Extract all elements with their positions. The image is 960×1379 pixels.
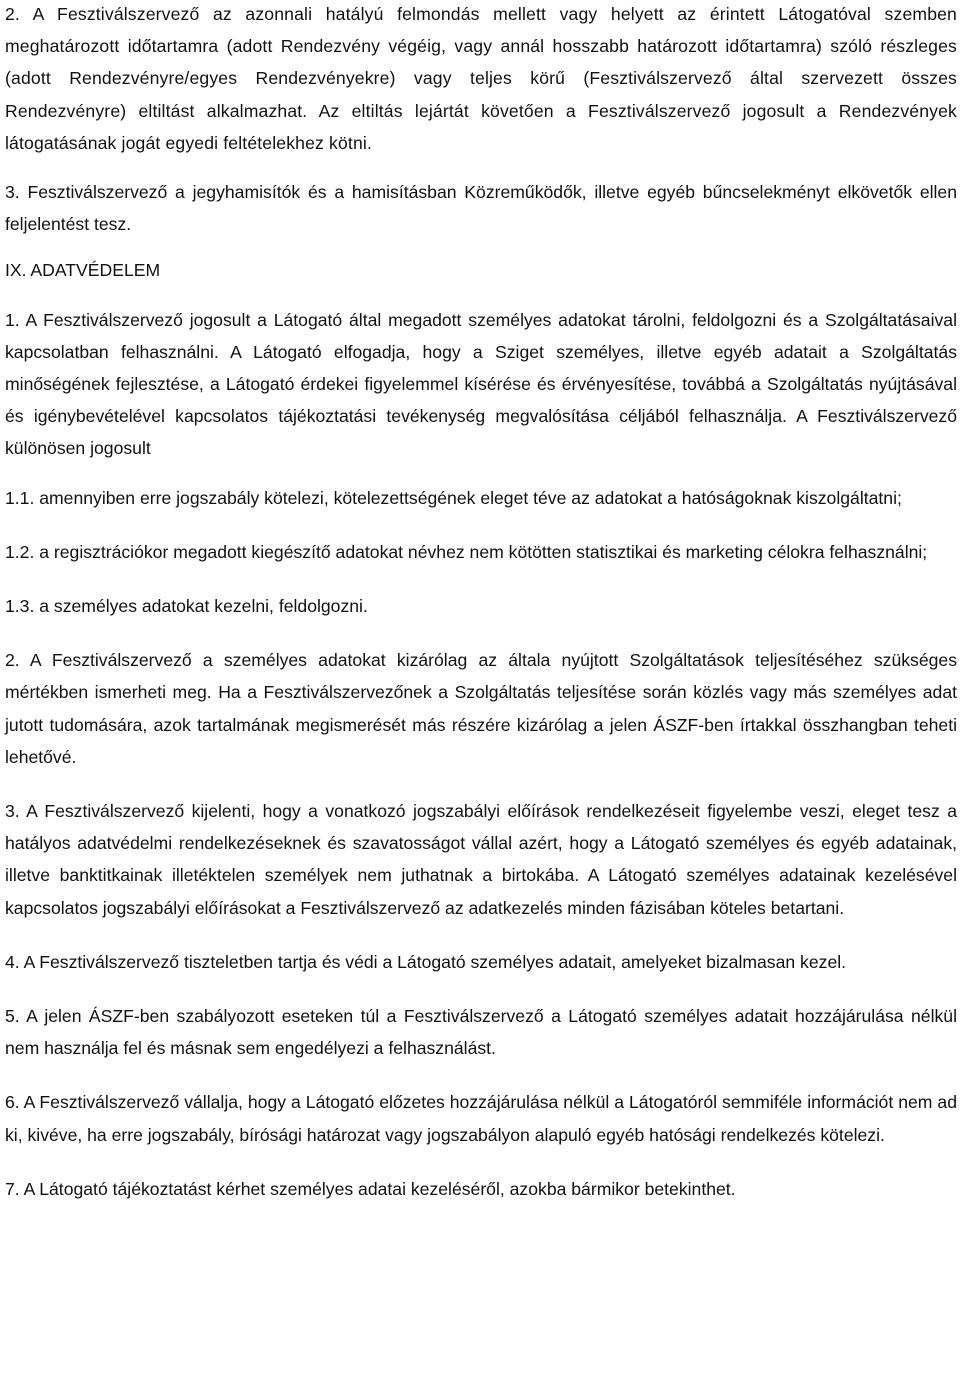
paragraph-no-other-use: 5. A jelen ÁSZF-ben szabályozott eseteken túl a Fesztiválszervező a Látogató személyes adatait hozzájárulása nélkül nem használja fel és másnak sem engedélyezi a felhasználást. xyxy=(5,1006,957,1059)
paragraph-data-processing-rights: 1. A Fesztiválszervező jogosult a Látogató által megadott személyes adatokat tárolni, feldolgozni és a Szolgáltatásaival kapcsolatban felhasználni. A Látogató elfogadja, hogy a Sziget személyes, illetve egyéb adatait a Szolgáltatás minőségének fejlesztése, a Látogató érdekei figyelemmel kísérése és érvényesítése, továbbá a Szolgáltatás nyújtásával és igénybevételével kapcsolatos tájékoztatási tevékenység megvalósítása céljából felhasználja. A Fesztiválszervező különösen jogosult xyxy=(5,309,957,459)
paragraph-knowledge-limits: 2. A Fesztiválszervező a személyes adatokat kizárólag az általa nyújtott Szolgáltatások teljesítéséhez szükséges mértékben ismerheti meg. Ha a Fesztiválszervezőnek a Szolgáltatás teljesítése során közlés vagy más személyes adat jutott tudomására, azok tartalmának megismerését más részére kizárólag a jelen ÁSZF-ben írtakkal összhangban teheti lehetővé. xyxy=(5,650,957,767)
paragraph-confidentiality: 4. A Fesztiválszervező tiszteletben tartja és védi a Látogató személyes adatait, amelyeket bizalmasan kezel. xyxy=(5,951,847,972)
paragraph-authority-disclosure: 1.1. amennyiben erre jogszabály kötelezi, kötelezettségének eleget téve az adatokat a hatóságoknak kiszolgáltatni; xyxy=(5,487,902,508)
paragraph-statistics-marketing: 1.2. a regisztrációkor megadott kiegészítő adatokat névhez nem kötötten statisztikai és marketing célokra felhasználni; xyxy=(5,541,928,562)
paragraph-information-request: 7. A Látogató tájékoztatást kérhet személyes adatai kezeléséről, azokba bármikor betekinthet. xyxy=(5,1178,736,1199)
paragraph-forgery-report: 3. Fesztiválszervező a jegyhamisítók és a hamisításban Közreműködők, illetve egyéb bűncselekményt elkövetők ellen feljelentést tesz. xyxy=(5,182,957,235)
paragraph-no-disclosure: 6. A Fesztiválszervező vállalja, hogy a Látogató előzetes hozzájárulása nélkül a Látogatóról semmiféle információt nem ad ki, kivéve, ha erre jogszabály, bírósági határozat vagy jogszabályon alapuló egyéb hatósági rendelkezés kötelezi. xyxy=(5,1092,957,1145)
document-page xyxy=(5,0,957,1205)
paragraph-ban-policy: 2. A Fesztiválszervező az azonnali hatályú felmondás mellett vagy helyett az érintett Látogatóval szemben meghatározott időtartamra (adott Rendezvény végéig, vagy annál hosszabb határozott időtartamra) szóló részleges (adott Rendezvényre/egyes Rendezvényekre) vagy teljes körű (Fesztiválszervező által szervezett összes Rendezvényre) eltiltást alkalmazhat. Az eltiltás lejártát követően a Fesztiválszervező jogosult a Rendezvények látogatásának jogát egyedi feltételekhez kötni. xyxy=(5,4,957,153)
paragraph-handling-processing: 1.3. a személyes adatokat kezelni, feldolgozni. xyxy=(5,596,368,617)
section-heading-data-protection: IX. ADATVÉDELEM xyxy=(5,260,161,281)
paragraph-legal-compliance: 3. A Fesztiválszervező kijelenti, hogy a vonatkozó jogszabályi előírások rendelkezéseit figyelembe veszi, eleget tesz a hatályos adatvédelmi rendelkezéseknek és szavatosságot vállal azért, hogy a Látogató személyes és egyéb adatainak, illetve banktitkainak illetéktelen személyek nem juthatnak a birtokába. A Látogató személyes adatainak kezelésével kapcsolatos jogszabályi előírásokat a Fesztiválszervező az adatkezelés minden fázisában köteles betartani. xyxy=(5,801,957,918)
